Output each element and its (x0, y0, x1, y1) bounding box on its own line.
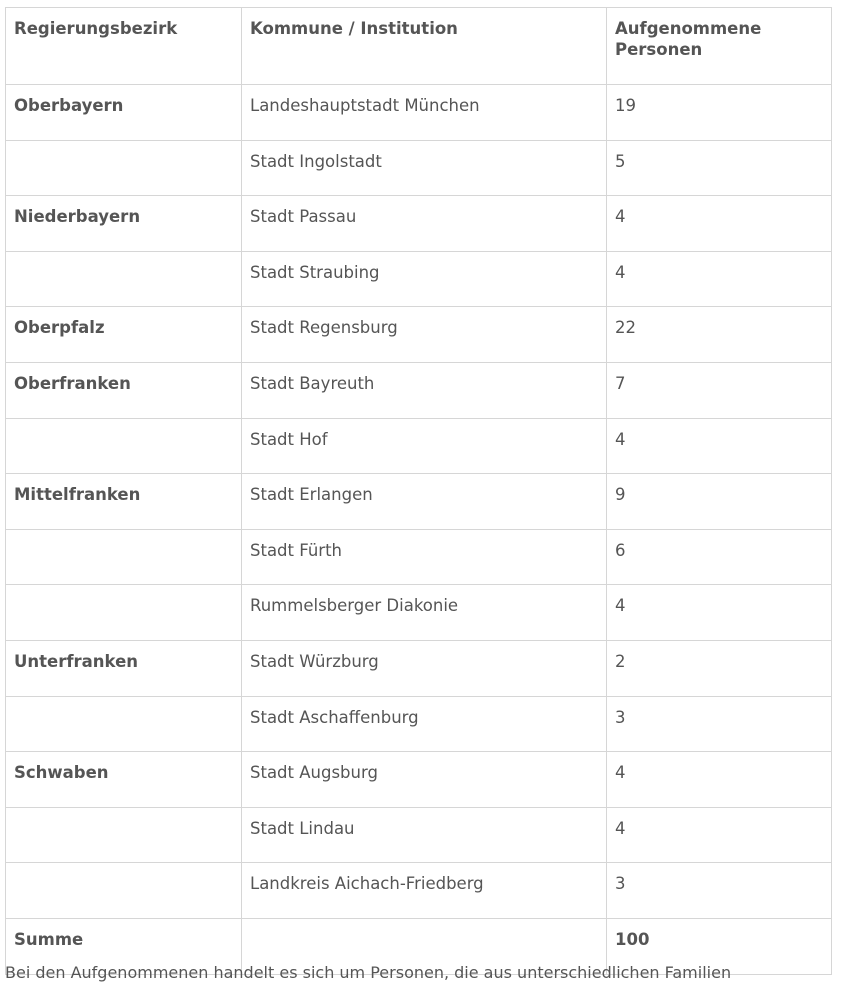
header-district: Regierungsbezirk (6, 8, 242, 85)
cell-district: Oberpfalz (6, 307, 242, 363)
cell-municipality: Landeshauptstadt München (242, 85, 607, 141)
cell-municipality: Stadt Lindau (242, 807, 607, 863)
table-row (6, 752, 832, 808)
total-label: Summe (6, 918, 242, 974)
cell-municipality: Stadt Erlangen (242, 474, 607, 530)
cell-municipality: Stadt Regensburg (242, 307, 607, 363)
table-body (6, 85, 832, 975)
distribution-table (5, 7, 832, 975)
cell-municipality: Stadt Würzburg (242, 640, 607, 696)
cell-district (6, 418, 242, 474)
cell-district (6, 140, 242, 196)
table-header-row (6, 8, 832, 85)
cell-district (6, 585, 242, 641)
cell-persons: 4 (607, 752, 832, 808)
table-row (6, 362, 832, 418)
cell-district (6, 251, 242, 307)
table-row (6, 418, 832, 474)
cell-district (6, 863, 242, 919)
cell-persons: 4 (607, 807, 832, 863)
cell-persons: 9 (607, 474, 832, 530)
cell-municipality: Landkreis Aichach-Friedberg (242, 863, 607, 919)
cell-persons: 7 (607, 362, 832, 418)
cell-municipality: Stadt Aschaffenburg (242, 696, 607, 752)
table-row (6, 474, 832, 530)
cell-municipality: Stadt Fürth (242, 529, 607, 585)
header-municipality: Kommune / Institution (242, 8, 607, 85)
cell-municipality: Stadt Straubing (242, 251, 607, 307)
cell-municipality: Rummelsberger Diakonie (242, 585, 607, 641)
cell-municipality: Stadt Passau (242, 196, 607, 252)
distribution-table-container (5, 7, 831, 975)
table-row (6, 307, 832, 363)
table-row (6, 140, 832, 196)
cell-municipality: Stadt Hof (242, 418, 607, 474)
cell-district (6, 529, 242, 585)
cell-municipality: Stadt Augsburg (242, 752, 607, 808)
cell-persons: 6 (607, 529, 832, 585)
table-row (6, 251, 832, 307)
cell-district: Oberfranken (6, 362, 242, 418)
table-row (6, 585, 832, 641)
table-row (6, 85, 832, 141)
cell-municipality: Stadt Ingolstadt (242, 140, 607, 196)
cell-persons: 5 (607, 140, 832, 196)
cell-persons: 4 (607, 418, 832, 474)
cell-persons: 4 (607, 251, 832, 307)
table-row (6, 807, 832, 863)
cell-district: Mittelfranken (6, 474, 242, 530)
total-value: 100 (607, 918, 832, 974)
cell-district: Niederbayern (6, 196, 242, 252)
cell-persons: 4 (607, 196, 832, 252)
cell-district: Schwaben (6, 752, 242, 808)
table-row (6, 529, 832, 585)
cell-district (6, 696, 242, 752)
cell-district (6, 807, 242, 863)
cell-municipality: Stadt Bayreuth (242, 362, 607, 418)
cell-persons: 22 (607, 307, 832, 363)
cell-persons: 3 (607, 863, 832, 919)
table-row (6, 863, 832, 919)
cell-persons: 2 (607, 640, 832, 696)
cell-persons: 3 (607, 696, 832, 752)
header-persons: Aufgenommene Personen (607, 8, 832, 85)
table-row (6, 696, 832, 752)
cell-persons: 19 (607, 85, 832, 141)
table-row (6, 640, 832, 696)
cell-district: Oberbayern (6, 85, 242, 141)
cell-persons: 4 (607, 585, 832, 641)
cell-district: Unterfranken (6, 640, 242, 696)
table-row (6, 196, 832, 252)
footnote-text: Bei den Aufgenommenen handelt es sich um Personen, die aus unterschiedlichen Familien (5, 963, 732, 982)
